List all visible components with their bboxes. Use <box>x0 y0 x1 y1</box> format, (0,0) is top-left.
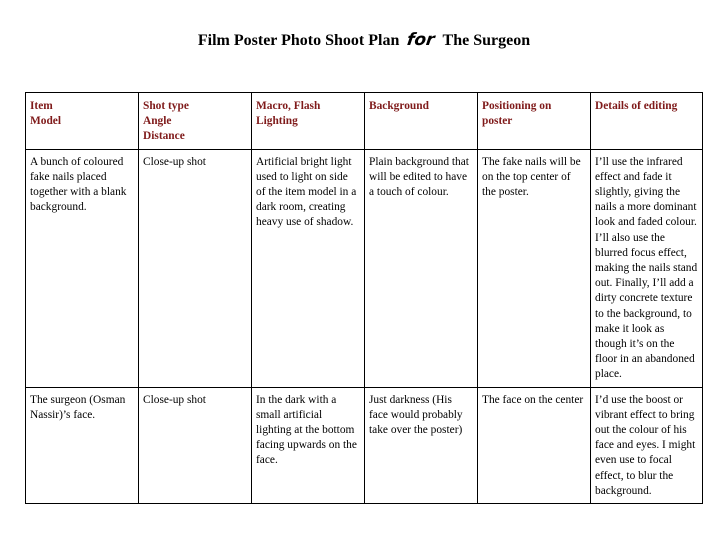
title-connector: for <box>405 30 437 50</box>
header-line: Positioning on <box>482 100 552 112</box>
header-line: Shot type <box>143 100 189 112</box>
header-lighting <box>252 93 365 150</box>
photo-shoot-plan-table <box>25 92 703 504</box>
cell-item: The surgeon (Osman Nassir)’s face. <box>26 387 139 503</box>
cell-editing: I’d use the boost or vibrant effect to bring out the colour of his face and eyes. I might even use to focal effect, to blur the background. <box>591 387 703 503</box>
header-line: poster <box>482 115 513 128</box>
cell-lighting: In the dark with a small artificial lighting at the bottom facing upwards on the face. <box>252 387 365 503</box>
title-suffix: The Surgeon <box>442 32 531 49</box>
cell-positioning: The face on the center <box>478 387 591 503</box>
header-line: Angle <box>143 115 172 128</box>
cell-item: A bunch of coloured fake nails placed together with a blank background. <box>26 149 139 387</box>
header-line: Details of editing <box>595 100 678 112</box>
header-positioning <box>478 93 591 150</box>
cell-shot-type: Close-up shot <box>139 387 252 503</box>
page-title <box>0 30 728 50</box>
cell-editing: I’ll use the infrared effect and fade it slightly, giving the nails a more dominant look and faded colour. I’ll also use the blurred focus effect, making the nails stand out. Finally, I’ll add a dirty concrete texture to the background, to make it look as though it’s on the floor in an abandoned place. <box>591 149 703 387</box>
header-line: Item <box>30 100 53 112</box>
header-background <box>365 93 478 150</box>
header-shot-type <box>139 93 252 150</box>
header-line: Background <box>369 100 429 112</box>
cell-background: Plain background that will be edited to have a touch of colour. <box>365 149 478 387</box>
cell-shot-type: Close-up shot <box>139 149 252 387</box>
cell-lighting: Artificial bright light used to light on side of the item model in a dark room, creating heavy use of shadow. <box>252 149 365 387</box>
header-line: Lighting <box>256 115 298 128</box>
title-prefix: Film Poster Photo Shoot Plan <box>197 32 400 49</box>
table-row <box>26 387 703 503</box>
cell-background: Just darkness (His face would probably take over the poster) <box>365 387 478 503</box>
cell-positioning: The fake nails will be on the top center of the poster. <box>478 149 591 387</box>
header-line: Distance <box>143 130 185 143</box>
table-row <box>26 149 703 387</box>
header-item-model <box>26 93 139 150</box>
header-line: Model <box>30 115 62 128</box>
table-header-row <box>26 93 703 150</box>
header-editing <box>591 93 703 150</box>
header-line: Macro, Flash <box>256 100 321 112</box>
